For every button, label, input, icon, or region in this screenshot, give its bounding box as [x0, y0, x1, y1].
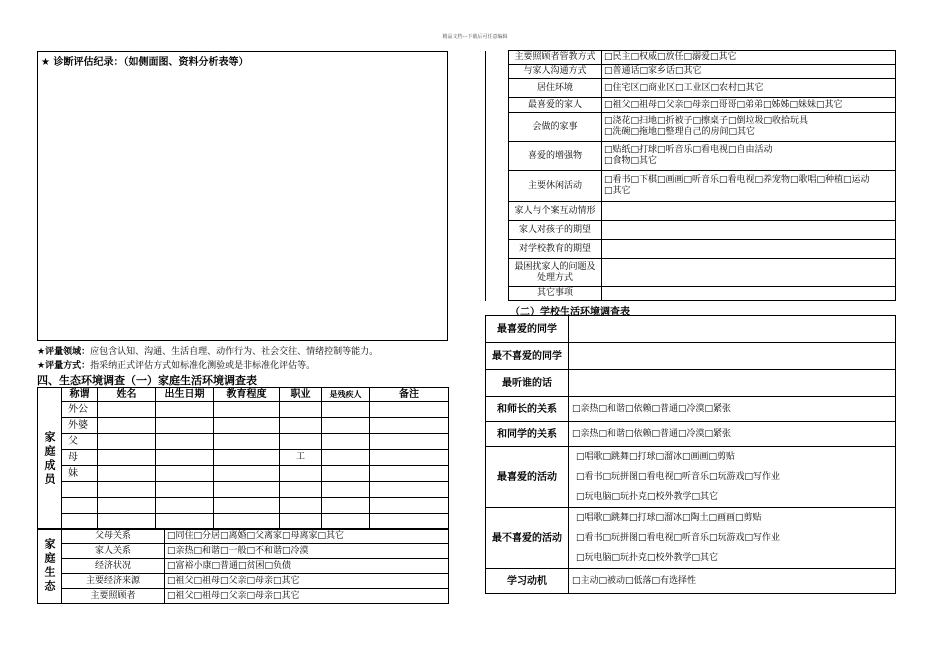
family-env-label: 最困扰家人的问题及处理方式 [509, 259, 602, 287]
family-env-value [602, 259, 896, 287]
family-env-left-margin-cell [486, 142, 509, 171]
family-env-row [486, 51, 896, 65]
section-title-school: （二）学校生活环境调查表 [510, 307, 630, 318]
family-table-cell [98, 482, 156, 498]
family-env-left-margin-cell [486, 98, 509, 113]
school-env-label: 最不喜爱的活动 [486, 508, 569, 569]
family-table-cell [98, 402, 156, 418]
family-env-row [486, 142, 896, 171]
family-table-cell [156, 466, 214, 482]
section-title-family: 四、生态环境调查（一）家庭生活环境调查表 [37, 374, 257, 387]
family-env-value [602, 98, 896, 113]
family-table-cell [156, 402, 214, 418]
school-env-value-line: □亲热□和谐□依赖□普通□冷漠□紧张 [572, 428, 732, 439]
school-env-row [486, 508, 896, 569]
family-env-row [486, 98, 896, 113]
family-table-cell [322, 450, 370, 466]
family-env-label: 主要休闲活动 [509, 171, 602, 202]
family-table-header-cell: 职业 [280, 388, 322, 402]
family-table-cell [280, 402, 322, 418]
school-env-row [486, 343, 896, 370]
family-table-cell [156, 434, 214, 450]
family-table-cell [370, 402, 449, 418]
note-assessment-domain [37, 344, 378, 357]
family-env-row [486, 79, 896, 98]
family-ecology-label: 家人关系 [62, 544, 165, 559]
family-ecology-table [37, 528, 449, 604]
family-env-value [602, 240, 896, 259]
school-env-row [486, 569, 896, 594]
family-table-cell [214, 418, 280, 434]
family-table-cell [62, 498, 98, 514]
family-env-row [486, 113, 896, 142]
school-env-label: 最不喜爱的同学 [486, 343, 569, 370]
family-table-cell [98, 450, 156, 466]
school-env-label: 最听谁的话 [486, 370, 569, 397]
family-ecology-label: 父母关系 [62, 529, 165, 544]
family-env-value-line: □看书□下棋□画画□听音乐□看电视□养宠物□歌唱□种植□运动 [604, 175, 870, 185]
family-ecology-row [38, 589, 449, 604]
family-table-cell [156, 418, 214, 434]
family-env-value-line: □洗碗□拖地□整理自己的房间□其它 [604, 127, 756, 137]
family-env-left-margin-cell [486, 240, 509, 259]
family-table-cell [214, 466, 280, 482]
family-env-left-margin-cell [486, 287, 509, 301]
family-env-value [602, 142, 896, 171]
family-env-label: 会做的家事 [509, 113, 602, 142]
family-env-row [486, 221, 896, 240]
family-env-left-margin-cell [486, 79, 509, 98]
family-env-row [486, 240, 896, 259]
school-env-label: 学习动机 [486, 569, 569, 594]
family-table-cell [322, 466, 370, 482]
school-env-value [569, 447, 896, 508]
family-environment-table [485, 50, 896, 301]
family-table-cell [156, 450, 214, 466]
family-table-cell [370, 418, 449, 434]
note-assessment-method-label: ★评量方式： [37, 361, 91, 371]
family-table-cell [214, 498, 280, 514]
family-env-value [602, 79, 896, 98]
note-assessment-method [37, 358, 315, 371]
school-env-value-line: □看书□玩拼图□看电视□听音乐□玩游戏□写作业 [576, 533, 781, 543]
family-table-cell [280, 498, 322, 514]
family-table-cell [280, 434, 322, 450]
family-table-header-row [38, 388, 449, 402]
family-table-cell: 父 [62, 434, 98, 450]
school-env-value-line: □主动□被动□低落□有选择性 [572, 575, 697, 586]
family-table-cell: 母 [62, 450, 98, 466]
family-table-cell [214, 434, 280, 450]
family-members-table [37, 387, 449, 530]
family-table-cell [280, 418, 322, 434]
school-env-value-line: □唱歌□跳舞□打球□溜冰□陶土□画画□剪贴 [576, 513, 762, 523]
family-env-label: 其它事项 [509, 287, 602, 301]
school-env-row [486, 447, 896, 508]
school-env-value-line: □玩电脑□玩扑克□校外教学□其它 [576, 492, 719, 502]
family-env-value-line: □民主□权威□放任□溺爱□其它 [604, 52, 737, 62]
family-ecology-row [38, 544, 449, 559]
family-env-row [486, 171, 896, 202]
school-env-label: 和师长的关系 [486, 397, 569, 422]
family-members-group-label: 家庭成员 [38, 388, 62, 530]
family-table-cell [98, 434, 156, 450]
family-table-header-cell: 教育程度 [214, 388, 280, 402]
school-env-value-line: □玩电脑□玩扑克□校外教学□其它 [576, 553, 719, 563]
family-table-cell [322, 402, 370, 418]
family-env-value [602, 287, 896, 301]
family-table-cell [322, 482, 370, 498]
family-env-label: 对学校教育的期望 [509, 240, 602, 259]
school-env-label: 最喜爱的同学 [486, 316, 569, 343]
family-ecology-label: 主要照顾者 [62, 589, 165, 604]
family-table-cell: 工 [280, 450, 322, 466]
family-ecology-value: □祖父□祖母□父亲□母亲□其它 [165, 589, 449, 604]
family-env-value-line: □浇花□扫地□折被子□擦桌子□倒垃圾□收拾玩具 [604, 116, 809, 126]
family-env-left-margin-cell [486, 171, 509, 202]
family-table-header-cell: 是残疾人 [322, 388, 370, 402]
family-env-label: 喜爱的增强物 [509, 142, 602, 171]
family-table-cell [322, 498, 370, 514]
family-table-cell [156, 498, 214, 514]
school-env-row [486, 370, 896, 397]
family-env-label: 家人与个案互动情形 [509, 202, 602, 221]
family-table-cell [322, 418, 370, 434]
family-env-value-line: □贴纸□打球□听音乐□看电视□自由活动 [604, 145, 773, 155]
family-env-left-margin-cell [486, 202, 509, 221]
family-env-value [602, 51, 896, 65]
diagnosis-record-box [37, 51, 448, 341]
note-assessment-domain-text: 应包含认知、沟通、生活自理、动作行为、社会交往、情绪控制等能力。 [90, 347, 379, 357]
family-table-cell [214, 450, 280, 466]
school-env-value-line: □亲热□和谐□依赖□普通□冷漠□紧张 [572, 403, 732, 414]
family-table-cell [322, 434, 370, 450]
family-env-left-margin-cell [486, 221, 509, 240]
family-env-left-margin-cell [486, 51, 509, 65]
family-ecology-row [38, 559, 449, 574]
family-table-cell: 妹 [62, 466, 98, 482]
school-env-row [486, 422, 896, 447]
note-assessment-domain-label: ★评量领域： [37, 347, 91, 357]
family-env-value [602, 65, 896, 79]
family-table-cell [98, 498, 156, 514]
school-env-value [569, 343, 896, 370]
family-ecology-value: □祖父□祖母□父亲□母亲□其它 [165, 574, 449, 589]
family-table-cell [156, 482, 214, 498]
family-table-cell: 外公 [62, 402, 98, 418]
family-env-label: 与家人沟通方式 [509, 65, 602, 79]
school-env-value-line: □唱歌□跳舞□打球□溜冰□画画□剪贴 [576, 452, 736, 462]
school-env-row [486, 316, 896, 343]
family-table-cell [280, 482, 322, 498]
family-table-header-cell: 姓名 [98, 388, 156, 402]
school-env-value [569, 569, 896, 594]
family-table-row [38, 434, 449, 450]
family-table-cell [370, 482, 449, 498]
family-table-cell: 外婆 [62, 418, 98, 434]
family-env-value [602, 171, 896, 202]
family-table-row [38, 402, 449, 418]
family-table-row [38, 418, 449, 434]
family-table-header-cell: 称谓 [62, 388, 98, 402]
family-env-left-margin-cell [486, 259, 509, 287]
family-table-header-cell: 出生日期 [156, 388, 214, 402]
family-env-row [486, 287, 896, 301]
family-table-cell [62, 482, 98, 498]
family-env-value [602, 202, 896, 221]
school-env-row [486, 397, 896, 422]
family-ecology-value: □亲热□和谐□一般□不和谐□冷漠 [165, 544, 449, 559]
page-header: 精品文档---下载后可任意编辑 [442, 34, 508, 40]
school-env-value-line: □看书□玩拼图□看电视□听音乐□玩游戏□写作业 [576, 472, 781, 482]
family-env-value [602, 113, 896, 142]
family-table-cell [214, 402, 280, 418]
family-ecology-row [38, 574, 449, 589]
family-table-cell [370, 466, 449, 482]
family-env-value-line: □普通话□家乡话□其它 [604, 66, 702, 76]
family-table-row [38, 482, 449, 498]
school-environment-table [485, 315, 896, 594]
family-table-row [38, 450, 449, 466]
family-table-cell [370, 434, 449, 450]
family-table-cell [98, 466, 156, 482]
family-env-row [486, 259, 896, 287]
family-table-row [38, 466, 449, 482]
school-env-value [569, 508, 896, 569]
family-env-left-margin-cell [486, 113, 509, 142]
school-env-value [569, 370, 896, 397]
family-env-row [486, 65, 896, 79]
family-ecology-value: □同住□分居□离婚□父离家□母离家□其它 [165, 529, 449, 544]
family-env-row [486, 202, 896, 221]
family-table-row [38, 498, 449, 514]
family-env-value-line: □其它 [604, 186, 631, 196]
diagnosis-record-title: ★ 诊断评估纪录：（如侧面图、资料分析表等） [41, 57, 249, 68]
family-table-cell [370, 498, 449, 514]
family-ecology-label: 主要经济来源 [62, 574, 165, 589]
family-ecology-group-label: 家庭生态 [38, 529, 62, 604]
family-env-label: 最喜爱的家人 [509, 98, 602, 113]
school-env-value [569, 316, 896, 343]
family-ecology-value: □富裕小康□普通□贫困□负债 [165, 559, 449, 574]
note-assessment-method-text: 指采纳正式评估方式如标准化测验或是非标准化评估等。 [90, 361, 316, 371]
family-table-cell [280, 466, 322, 482]
family-ecology-label: 经济状况 [62, 559, 165, 574]
family-table-cell [214, 482, 280, 498]
family-table-cell [98, 418, 156, 434]
family-table-header-cell: 备注 [370, 388, 449, 402]
school-env-label: 最喜爱的活动 [486, 447, 569, 508]
family-ecology-row [38, 529, 449, 544]
school-env-label: 和同学的关系 [486, 422, 569, 447]
family-env-value-line: □住宅区□商业区□工业区□农村□其它 [604, 82, 764, 93]
family-env-value-line: □食物□其它 [604, 156, 658, 166]
family-env-left-margin-cell [486, 65, 509, 79]
family-env-label: 家人对孩子的期望 [509, 221, 602, 240]
family-table-cell [370, 450, 449, 466]
family-env-value [602, 221, 896, 240]
family-env-label: 居住环境 [509, 79, 602, 98]
family-env-value-line: □祖父□祖母□父亲□母亲□哥哥□弟弟□姊姊□妹妹□其它 [604, 99, 843, 110]
school-env-value [569, 422, 896, 447]
family-env-label: 主要照顾者管教方式 [509, 51, 602, 65]
school-env-value [569, 397, 896, 422]
